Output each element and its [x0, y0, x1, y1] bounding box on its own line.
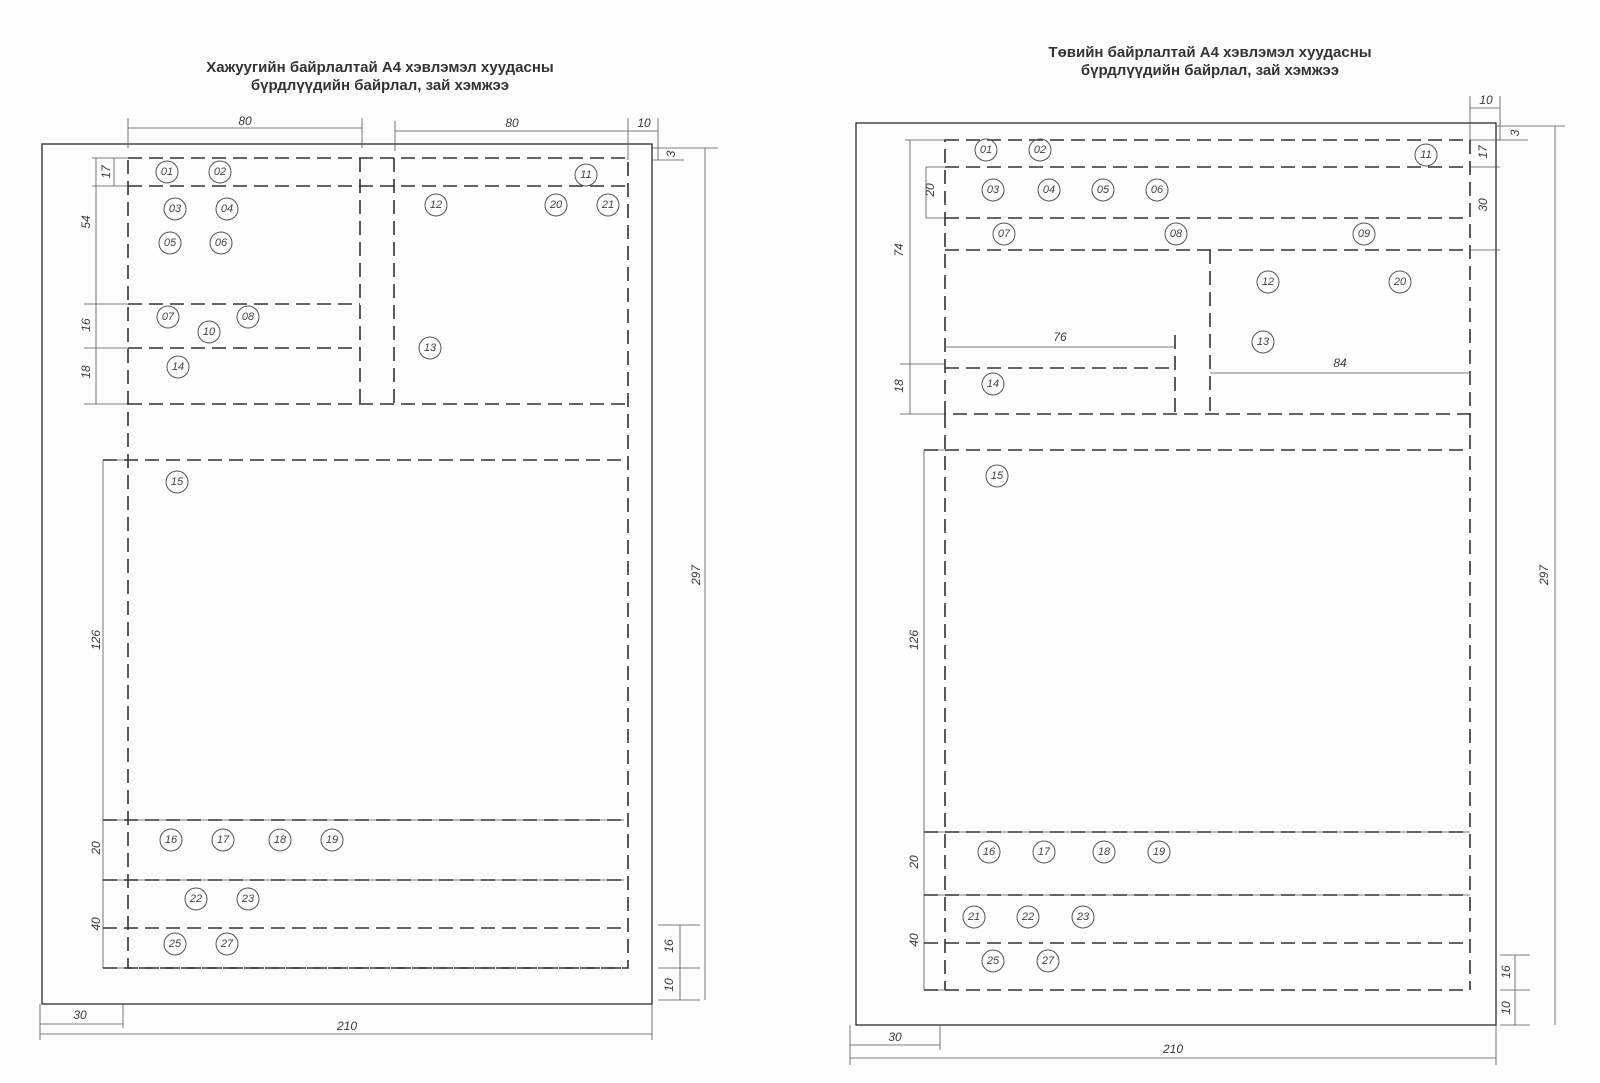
right-dim-18: 18 — [892, 379, 906, 393]
right-diagram — [850, 44, 1565, 1065]
right-marker-08 — [1165, 223, 1187, 245]
left-dim-40: 40 — [89, 917, 103, 931]
left-marker-18 — [269, 829, 291, 851]
svg-text:25: 25 — [168, 938, 182, 950]
right-marker-19 — [1148, 841, 1170, 863]
svg-text:04: 04 — [220, 203, 234, 215]
svg-text:19: 19 — [1152, 846, 1166, 858]
left-dim-top-a: 80 — [238, 114, 252, 128]
right-marker-11 — [1415, 144, 1437, 166]
left-marker-05 — [159, 232, 181, 254]
right-page-outline — [856, 123, 1496, 1025]
svg-text:02: 02 — [1033, 144, 1047, 156]
right-marker-21 — [963, 906, 985, 928]
right-marker-01 — [975, 139, 997, 161]
left-marker-02 — [209, 161, 231, 183]
svg-text:23: 23 — [1076, 911, 1090, 923]
svg-text:13: 13 — [1256, 336, 1270, 348]
svg-text:11: 11 — [1420, 149, 1432, 161]
right-marker-05 — [1092, 179, 1114, 201]
svg-text:08: 08 — [1169, 228, 1183, 240]
left-page-outline — [42, 144, 652, 1004]
svg-text:12: 12 — [1261, 276, 1275, 288]
left-marker-20 — [545, 194, 567, 216]
right-dim-20-bottom: 20 — [907, 855, 921, 869]
svg-text:06: 06 — [214, 237, 228, 249]
left-title-line2: бүрдлүүдийн байрлал, зай хэмжээ — [250, 77, 510, 94]
left-dim-18: 18 — [79, 365, 93, 379]
left-dim-bottom-10: 10 — [662, 978, 676, 992]
right-marker-04 — [1038, 179, 1060, 201]
left-marker-25 — [164, 933, 186, 955]
svg-text:12: 12 — [429, 199, 443, 211]
svg-text:01: 01 — [160, 166, 174, 178]
left-marker-12 — [425, 194, 447, 216]
svg-text:15: 15 — [990, 470, 1004, 482]
right-dim-bottom-30: 30 — [888, 1030, 902, 1044]
svg-text:22: 22 — [1021, 911, 1035, 923]
svg-text:20: 20 — [549, 199, 563, 211]
svg-text:03: 03 — [986, 184, 1000, 196]
svg-text:27: 27 — [220, 938, 234, 950]
right-dim-30: 30 — [1476, 198, 1490, 212]
right-dim-bottom-10: 10 — [1499, 1001, 1513, 1015]
svg-text:07: 07 — [161, 311, 175, 323]
svg-text:21: 21 — [601, 199, 615, 211]
left-dim-width: 210 — [336, 1019, 358, 1033]
right-marker-06 — [1146, 179, 1168, 201]
left-marker-14 — [167, 356, 189, 378]
left-title-line1: Хажуугийн байрлалтай А4 хэвлэмэл хуудасны — [206, 59, 554, 76]
right-marker-23 — [1072, 906, 1094, 928]
svg-text:21: 21 — [967, 911, 981, 923]
left-marker-19 — [321, 829, 343, 851]
svg-text:03: 03 — [168, 203, 182, 215]
right-marker-17 — [1033, 841, 1055, 863]
right-marker-16 — [978, 841, 1000, 863]
left-marker-21 — [597, 194, 619, 216]
right-title-line2: бүрдлүүдийн байрлал, зай хэмжээ — [1080, 62, 1340, 79]
right-dim-bottom-16: 16 — [1499, 965, 1513, 979]
right-marker-25 — [982, 950, 1004, 972]
svg-text:13: 13 — [423, 342, 437, 354]
left-marker-08 — [237, 306, 259, 328]
left-marker-10 — [198, 321, 220, 343]
svg-text:04: 04 — [1042, 184, 1056, 196]
right-dim-74: 74 — [892, 243, 906, 257]
right-marker-12 — [1257, 271, 1279, 293]
svg-text:05: 05 — [163, 237, 177, 249]
left-diagram — [40, 59, 718, 1040]
svg-text:05: 05 — [1096, 184, 1110, 196]
left-dim-height: 297 — [689, 564, 703, 586]
right-dim-top-margin: 10 — [1479, 93, 1493, 107]
svg-text:08: 08 — [241, 311, 255, 323]
right-dim-17: 17 — [1476, 145, 1490, 159]
svg-text:17: 17 — [1037, 846, 1051, 858]
left-dim-16: 16 — [79, 318, 93, 332]
left-dim-bottom-30: 30 — [73, 1008, 87, 1022]
right-marker-07 — [993, 223, 1015, 245]
svg-text:14: 14 — [986, 378, 1000, 390]
svg-text:01: 01 — [979, 144, 993, 156]
right-dim-width: 210 — [1162, 1042, 1184, 1056]
right-dim-84: 84 — [1333, 356, 1347, 370]
left-dim-top-margin: 10 — [637, 116, 651, 130]
right-marker-15 — [986, 465, 1008, 487]
right-marker-22 — [1017, 906, 1039, 928]
left-dim-126: 126 — [89, 629, 103, 651]
left-marker-27 — [216, 933, 238, 955]
svg-text:20: 20 — [1393, 276, 1407, 288]
svg-text:16: 16 — [982, 846, 996, 858]
left-dim-20: 20 — [89, 841, 103, 855]
right-marker-27 — [1037, 950, 1059, 972]
right-marker-02 — [1029, 139, 1051, 161]
right-marker-03 — [982, 179, 1004, 201]
left-dim-17: 17 — [99, 165, 113, 179]
svg-text:07: 07 — [997, 228, 1011, 240]
right-dim-corner: 3 — [1508, 129, 1522, 137]
right-dim-20-top: 20 — [923, 183, 937, 197]
right-title-line1: Төвийн байрлалтай А4 хэвлэмэл хуудасны — [1048, 44, 1372, 61]
left-dim-top-b: 80 — [505, 116, 519, 130]
left-marker-07 — [157, 306, 179, 328]
svg-text:17: 17 — [216, 834, 230, 846]
left-marker-03 — [164, 198, 186, 220]
left-marker-13 — [419, 337, 441, 359]
svg-text:06: 06 — [1150, 184, 1164, 196]
left-dim-corner: 3 — [664, 150, 678, 158]
svg-text:18: 18 — [1097, 846, 1111, 858]
right-marker-13 — [1252, 331, 1274, 353]
right-marker-18 — [1093, 841, 1115, 863]
left-dim-bottom-16: 16 — [662, 939, 676, 953]
left-marker-04 — [216, 198, 238, 220]
right-marker-20 — [1389, 271, 1411, 293]
svg-text:22: 22 — [189, 893, 203, 905]
svg-text:23: 23 — [241, 893, 255, 905]
svg-text:02: 02 — [213, 166, 227, 178]
left-marker-11 — [575, 164, 597, 186]
right-dim-126: 126 — [907, 629, 921, 651]
left-marker-17 — [212, 829, 234, 851]
svg-text:11: 11 — [580, 169, 592, 181]
left-marker-16 — [160, 829, 182, 851]
svg-text:10: 10 — [202, 326, 216, 338]
right-marker-14 — [982, 373, 1004, 395]
svg-text:09: 09 — [1357, 228, 1371, 240]
right-marker-09 — [1353, 223, 1375, 245]
svg-text:19: 19 — [325, 834, 339, 846]
svg-text:15: 15 — [170, 476, 184, 488]
left-marker-15 — [166, 471, 188, 493]
left-dim-54: 54 — [79, 215, 93, 229]
left-marker-01 — [156, 161, 178, 183]
right-dim-40: 40 — [907, 933, 921, 947]
left-marker-23 — [237, 888, 259, 910]
svg-text:27: 27 — [1041, 955, 1055, 967]
left-marker-22 — [185, 888, 207, 910]
svg-text:18: 18 — [273, 834, 287, 846]
right-dim-height: 297 — [1537, 564, 1551, 586]
svg-text:16: 16 — [164, 834, 178, 846]
svg-text:25: 25 — [986, 955, 1000, 967]
left-dashed-frame — [128, 158, 628, 968]
svg-text:14: 14 — [171, 361, 185, 373]
left-marker-06 — [210, 232, 232, 254]
right-dim-76: 76 — [1053, 330, 1067, 344]
